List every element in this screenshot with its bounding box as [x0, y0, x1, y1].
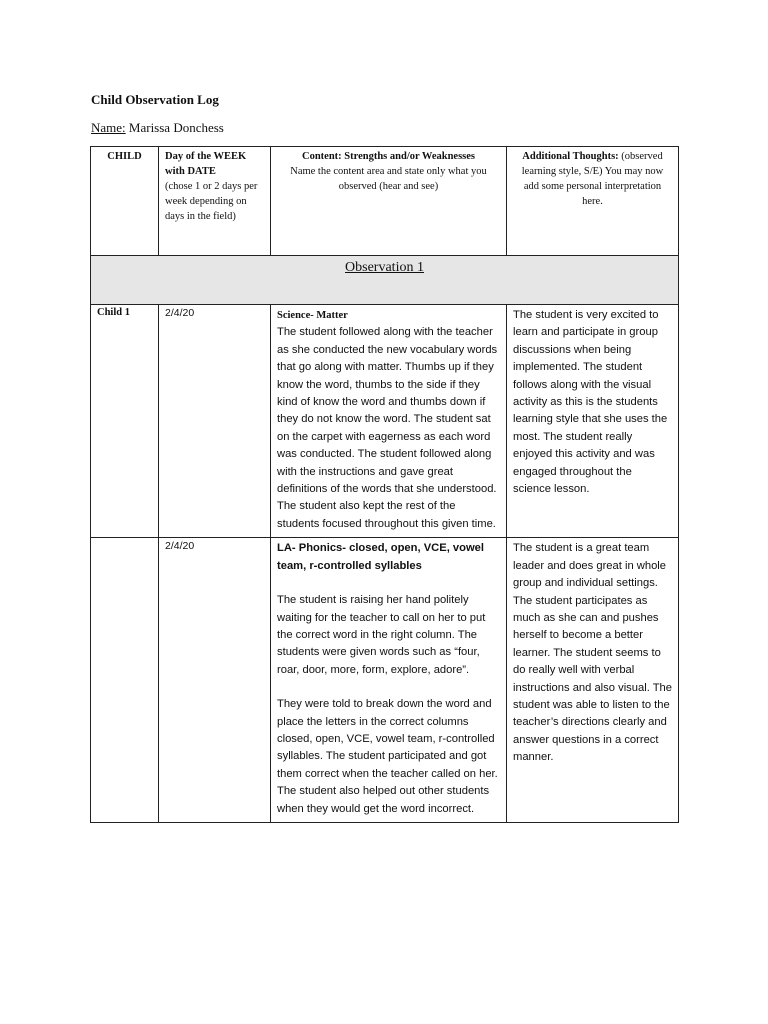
- subject-label: Science- Matter: [277, 310, 348, 321]
- thoughts-text: The student is a great team leader and does great in whole group and individual settings. The student participates as much as she can and pushes herself to become a better learner. The student seems to do really well with verbal instructions and also visual. The student was able to listen to the teacher’s directions clearly and answer questions in a correct manner.: [513, 542, 672, 764]
- observation-label: Observation 1: [345, 260, 424, 275]
- header-day-title: Day of the WEEK with DATE: [165, 151, 247, 177]
- name-label: Name:: [91, 120, 126, 135]
- thoughts-text: The student is very excited to learn and participate in group discussions when being implemented. The student follows along with the visual activity as this is the students learning style that she uses the most. The student really enjoyed this activity and was engaged throughout the science lesson.: [513, 309, 668, 496]
- child-cell: [91, 538, 159, 823]
- table-row: [91, 305, 679, 538]
- child-cell: Child 1: [91, 305, 159, 538]
- header-content: [271, 147, 507, 256]
- date-cell: 2/4/20: [159, 305, 271, 538]
- header-content-title: Content: Strengths and/or Weaknesses: [302, 151, 475, 162]
- content-cell: [271, 538, 507, 823]
- document-title: Child Observation Log: [91, 92, 219, 107]
- header-child: CHILD: [91, 147, 159, 256]
- table-row: [91, 538, 679, 823]
- content-cell: [271, 305, 507, 538]
- header-row: [91, 147, 679, 256]
- content-text: The student is raising her hand politely waiting for the teacher to call on her to put the correct word in the right column. The students were given words such as “four, roar, door, more, form, explore, adore”.: [277, 594, 486, 676]
- header-thoughts: [507, 147, 679, 256]
- header-day-note: (chose 1 or 2 days per week depending on days in the field): [165, 181, 258, 222]
- header-content-note: Name the content area and state only what you observed (hear and see): [290, 166, 487, 192]
- name-line: [91, 120, 224, 136]
- content-text: They were told to break down the word and place the letters in the correct columns closed, open, VCE, vowel team, r-controlled syllables. The student participated and got them correct when the teacher called on her. The student also helped out other students when they would get the word incorrect.: [277, 698, 498, 815]
- content-text: The student followed along with the teacher as she conducted the new vocabulary words that go along with matter. Thumbs up if they know the word, thumbs to the side if they kind of know the word and thumbs down if they do not know the word. The student sat on the carpet with eagerness as each word was conducted. The student followed along with the instructions and gave great definitions of the words that she understood. The student also kept the rest of the students focused throughout this given time.: [277, 326, 498, 530]
- thoughts-cell: [507, 305, 679, 538]
- header-day: [159, 147, 271, 256]
- header-thoughts-title: Additional Thoughts:: [522, 151, 619, 162]
- subject-label: LA- Phonics- closed, open, VCE, vowel team, r-controlled syllables: [277, 542, 485, 572]
- observation-table: [90, 146, 679, 823]
- observation-row: [91, 256, 679, 305]
- name-value: Marissa Donchess: [128, 120, 224, 135]
- header-thoughts-note: (observed learning style, S/E) You may now add some personal interpretation here.: [521, 151, 664, 207]
- thoughts-cell: [507, 538, 679, 823]
- date-cell: 2/4/20: [159, 538, 271, 823]
